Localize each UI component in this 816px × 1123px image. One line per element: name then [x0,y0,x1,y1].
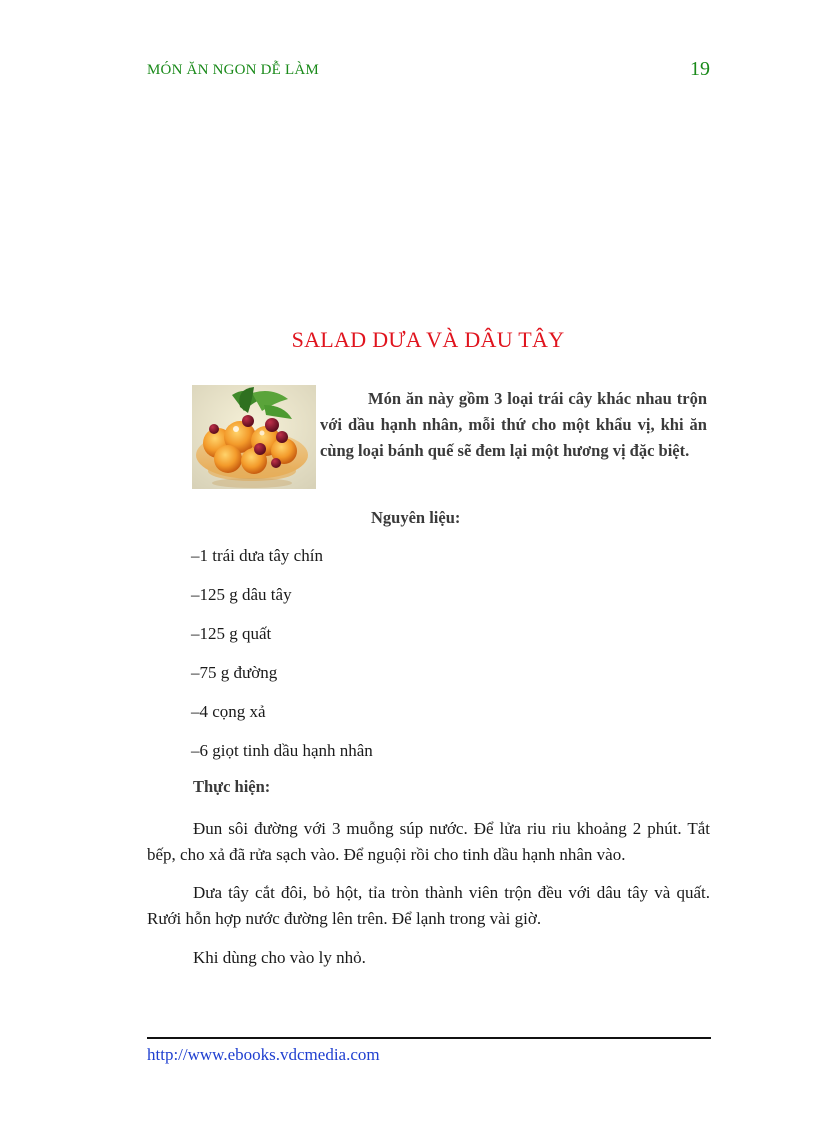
method-step: Đun sôi đường với 3 muỗng súp nước. Để lửa riu riu khoảng 2 phút. Tắt bếp, cho xả đã rửa sạch vào. Để nguội rồi cho tinh dầu hạnh nhân vào. [147,819,710,864]
footer-divider [147,1037,711,1039]
ingredient-item: –125 g dâu tây [191,585,292,604]
ingredients-heading: Nguyên liệu: [371,508,461,527]
method-heading: Thực hiện: [193,777,271,796]
recipe-intro: Món ăn này gồm 3 loại trái cây khác nhau trộn với dầu hạnh nhân, mỗi thứ cho một khẩu vị, khi ăn cùng loại bánh quế sẽ đem lại một hương vị đặc biệt. [320,389,707,460]
recipe-title: SALAD DƯA VÀ DÂU TÂY [291,327,565,352]
salad-photo [192,385,316,489]
ingredient-item: –1 trái dưa tây chín [191,546,323,565]
salad-photo-illustration [192,385,316,489]
method-step: Khi dùng cho vào ly nhỏ. [193,948,366,967]
ingredient-item: –125 g quất [191,624,272,643]
ingredient-item: –4 cọng xả [191,702,266,721]
ingredient-item: –6 giọt tinh dầu hạnh nhân [191,741,373,760]
page-number: 19 [690,58,710,80]
website-link[interactable]: http://www.ebooks.vdcmedia.com [147,1045,380,1064]
ingredient-item: –75 g đường [191,663,278,682]
book-title: MÓN ĂN NGON DỄ LÀM [147,62,319,78]
method-step: Dưa tây cắt đôi, bỏ hột, tỉa tròn thành viên trộn đều với dâu tây và quất. Rưới hỗn hợp nước đường lên trên. Để lạnh trong vài giờ. [147,883,710,928]
